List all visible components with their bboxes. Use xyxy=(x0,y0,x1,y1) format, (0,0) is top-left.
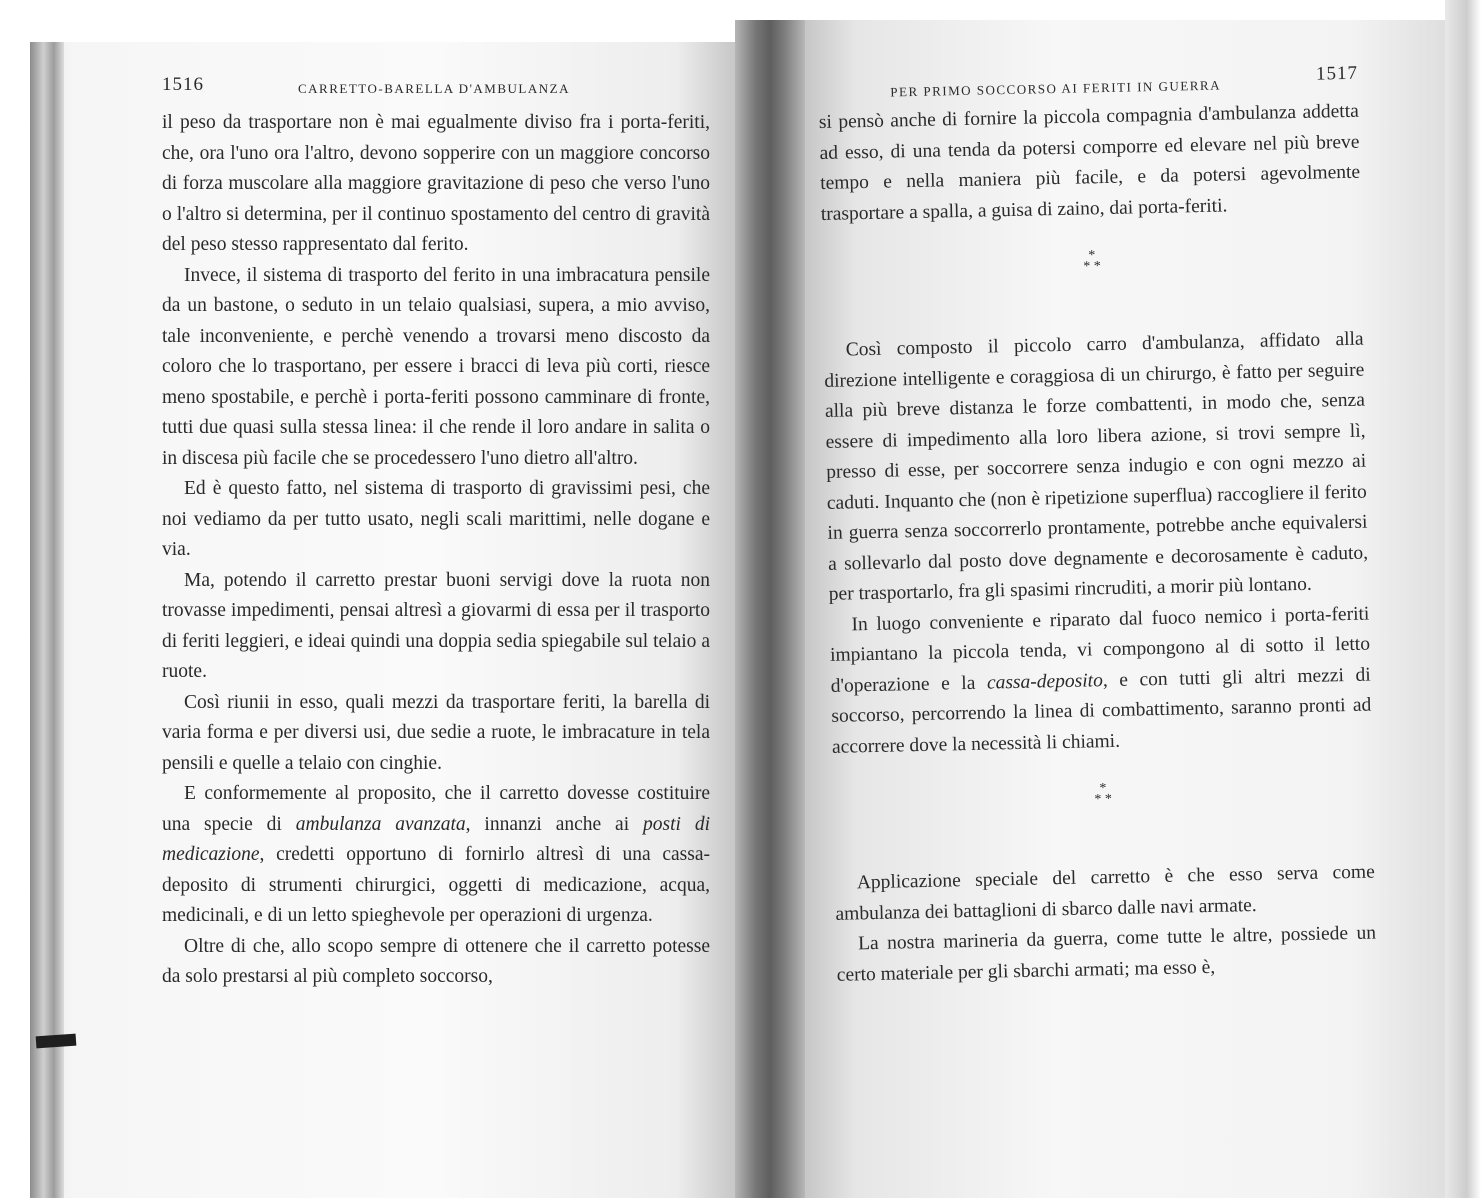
right-running-title: PER PRIMO SOCCORSO AI FERITI IN GUERRA xyxy=(890,77,1222,100)
section-break-asterism-2 xyxy=(833,778,1373,811)
section-break-asterism-1 xyxy=(822,245,1362,278)
right-paragraph-3-text-b: , e con tutti gli altri mezzi di soccorso, percorrendo la linea di combattimento, saranno pronti ad accorrere dove la necessità li chiami. xyxy=(831,664,1372,758)
left-paragraph-3: Ed è questo fatto, nel sistema di trasporto di gravissimi pesi, che noi vediamo da per tutto usato, negli scali marittimi, nelle dogane e via. xyxy=(162,478,710,560)
asterism-top: * xyxy=(1088,248,1096,264)
left-page-number: 1516 xyxy=(162,74,204,95)
left-page xyxy=(162,74,711,993)
left-paragraph-6-text-b: , innanzi anche ai xyxy=(465,813,644,835)
book-gutter xyxy=(735,20,805,1198)
right-paragraph-3-text-a: In luogo conveniente e riparato dal fuoco nemico i porta-feriti impiantano la piccola tenda, vi compongono al di sotto il letto d'operazione e la xyxy=(829,603,1371,697)
left-paragraph-6-italic-a: ambulanza avanzata xyxy=(295,813,466,835)
left-paragraph-2: Invece, il sistema di trasporto del ferito in una imbracatura pensile da un bastone, o seduto in un telaio qualsiasi, supera, a mio avviso, tale inconveniente, e perchè venendo a trovarsi meno discosto da coloro che lo trasportano, per essere i bracci di leva più corti, riesce meno spostabile, e perchè i porta-feriti possono camminare di fronte, tutti due quasi sulla stessa linea: il che rende il loro andare in salita o in discesa più facile che se procedessero l'uno dietro all'altro. xyxy=(162,264,710,469)
right-paragraph-3 xyxy=(829,599,1372,763)
left-running-title: CARRETTO-BARELLA D'AMBULANZA xyxy=(298,81,570,96)
left-paragraph-7: Oltre di che, allo scopo sempre di ottenere che il carretto potesse da solo prestarsi al più completo soccorso, xyxy=(162,935,710,987)
right-page-edge xyxy=(1445,0,1481,1198)
right-paragraph-5: La nostra marineria da guerra, come tutte le altre, possiede un certo materiale per gli sbarchi armati; ma esso è, xyxy=(836,922,1377,986)
left-paragraph-6-text-c: , credetti opportuno di fornirlo altresì di una cassa-deposito di strumenti chirurgici, oggetti di medicazione, acqua, medicinali, e di un letto spieghevole per operazioni di urgenza. xyxy=(162,844,710,926)
left-paragraph-6 xyxy=(162,779,710,932)
left-paragraph-6-text-a: E conformemente al proposito, che il carretto dovesse costituire una specie di xyxy=(162,783,710,835)
right-paragraph-1: si pensò anche di fornire la piccola compagnia d'ambulanza addetta ad esso, di una tenda da potersi comporre ed elevare nel più breve tempo e nella maniera più facile, e da potersi agevolmente trasportare a spalla, a guisa di zaino, dai porta-feriti. xyxy=(818,100,1361,225)
asterism-bottom: * * xyxy=(1083,259,1101,275)
left-running-head xyxy=(162,74,710,108)
right-paragraph-4: Applicazione speciale del carretto è che esso serva come ambulanza dei battaglioni di sbarco dalle navi armate. xyxy=(835,861,1375,925)
right-paragraph-3-italic: cassa-deposito xyxy=(986,669,1104,694)
asterism-top: * xyxy=(1099,781,1107,797)
right-page-number: 1517 xyxy=(1315,62,1359,85)
left-paragraph-5: Così riunii in esso, quali mezzi da trasportare feriti, la barella di varia forma e per diversi usi, due sedie a ruote, le imbracature in tela pensili e quelle a telaio con cinghie. xyxy=(162,691,710,774)
left-paragraph-4: Ma, potendo il carretto prestar buoni servigi dove la ruota non trovasse impedimenti, pensai altresì a giovarmi di essa per il trasporto di feriti leggieri, e ideai quindi una doppia sedia spiegabile sul telaio a ruote. xyxy=(162,569,710,682)
left-paragraph-1: il peso da trasportare non è mai egualmente diviso fra i porta-feriti, che, ora l'uno ora l'altro, devono sopperire con un maggiore concorso di forza muscolare alla maggiore gravitazione di peso che verso l'uno o l'altro si determina, per il continuo spostamento del centro di gravità del peso stesso rappresentato dal ferito. xyxy=(162,112,710,255)
left-page-edge xyxy=(30,42,64,1198)
left-paragraph-6-italic-b: posti di medicazione xyxy=(162,813,711,865)
right-page xyxy=(818,62,1377,991)
right-paragraph-2: Così composto il piccolo carro d'ambulanza, affidato alla direzione intelligente e coraggiosa di un chirurgo, è fatto per seguire alla più breve distanza le forze combattenti, in modo che, senza essere di impedimento alla loro libera azione, si trovi sempre lì, presso di esse, per soccorrere senza indugio e con ogni mezzo ai caduti. Inquanto che (non è ripetizione superflua) raccogliere il ferito in guerra senza soccorrerlo prontamente, potrebbe anche equivalersi a sollevarlo dal posto dove degnamente e decorosamente è caduto, per trasportarlo, fra gli spasimi rincruditi, a morir più lontano. xyxy=(824,328,1369,605)
asterism-bottom: * * xyxy=(1094,792,1113,808)
